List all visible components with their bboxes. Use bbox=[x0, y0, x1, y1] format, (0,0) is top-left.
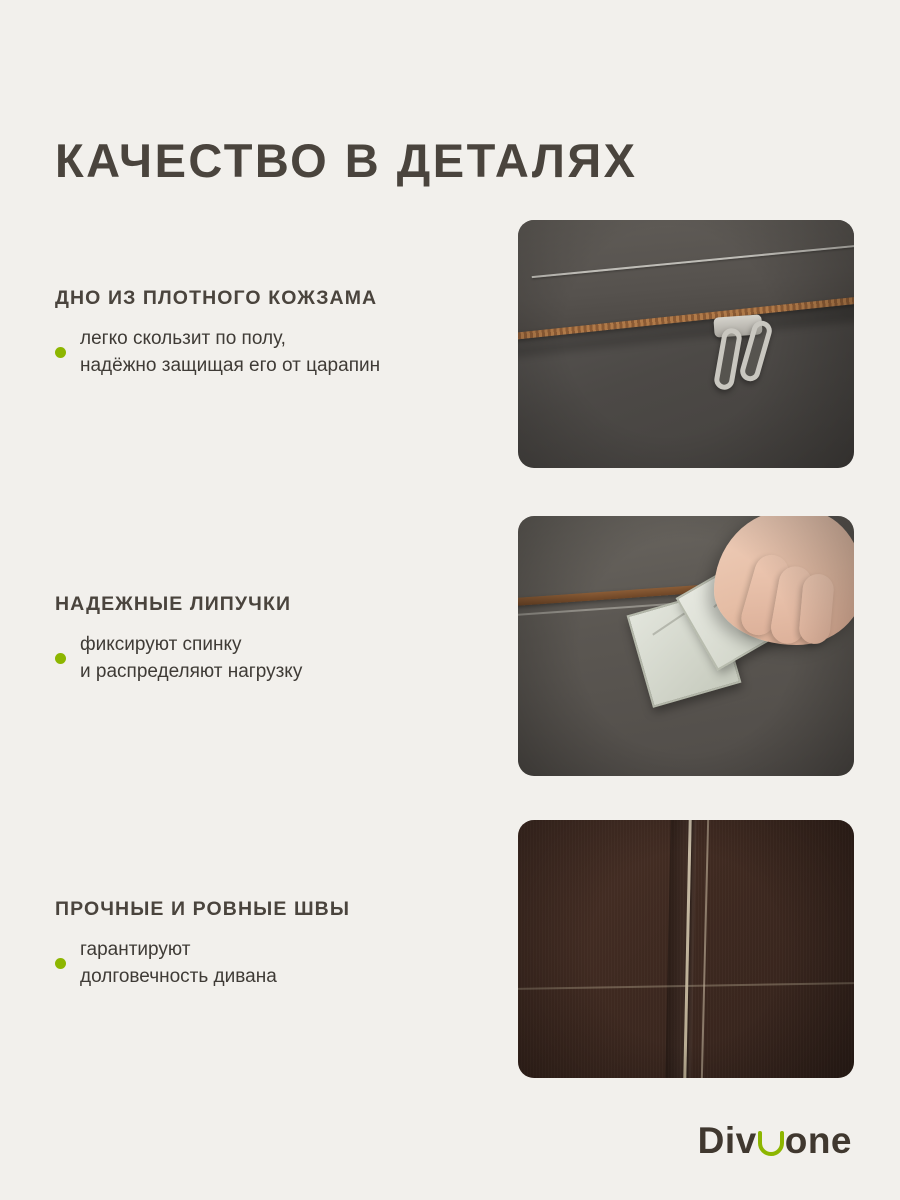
feature-text-line-2: долговечность дивана bbox=[80, 965, 277, 987]
page-title: КАЧЕСТВО В ДЕТАЛЯХ bbox=[55, 134, 638, 187]
photo-inner bbox=[518, 516, 854, 776]
smile-icon bbox=[757, 1122, 785, 1160]
feature-text-line-1: фиксируют спинку bbox=[80, 634, 242, 655]
logo-text-part-2: one bbox=[784, 1120, 852, 1161]
feature-body bbox=[55, 632, 495, 686]
feature-block-bottom bbox=[55, 287, 495, 380]
feature-block-seams bbox=[55, 898, 495, 991]
seams-fabric-photo bbox=[518, 820, 854, 1078]
photo-vignette bbox=[518, 516, 854, 776]
photo-vignette bbox=[518, 220, 854, 468]
bullet-icon bbox=[55, 958, 66, 969]
brand-logo bbox=[698, 1120, 852, 1162]
photo-inner bbox=[518, 820, 854, 1078]
zipper-corner-photo bbox=[518, 220, 854, 468]
photo-inner bbox=[518, 220, 854, 468]
feature-text-line-1: гарантируют bbox=[80, 939, 191, 960]
feature-body bbox=[55, 937, 495, 991]
logo-text-part-1: Div bbox=[697, 1120, 757, 1161]
feature-heading: ДНО ИЗ ПЛОТНОГО КОЖЗАМА bbox=[55, 287, 378, 309]
velcro-flap-photo bbox=[518, 516, 854, 776]
feature-text bbox=[80, 632, 302, 686]
bullet-icon bbox=[55, 347, 66, 358]
feature-block-velcro bbox=[55, 593, 495, 686]
feature-heading: ПРОЧНЫЕ И РОВНЫЕ ШВЫ bbox=[55, 898, 351, 920]
feature-text-line-2: надёжно защищая его от царапин bbox=[80, 354, 381, 376]
feature-text-line-2: и распределяют нагрузку bbox=[80, 660, 303, 682]
photo-vignette bbox=[518, 820, 854, 1078]
feature-body bbox=[55, 326, 495, 380]
feature-text-line-1: легко скользит по полу, bbox=[80, 328, 286, 349]
feature-heading: НАДЕЖНЫЕ ЛИПУЧКИ bbox=[55, 593, 292, 615]
feature-text bbox=[80, 326, 380, 380]
bullet-icon bbox=[55, 653, 66, 664]
feature-text bbox=[80, 937, 277, 991]
